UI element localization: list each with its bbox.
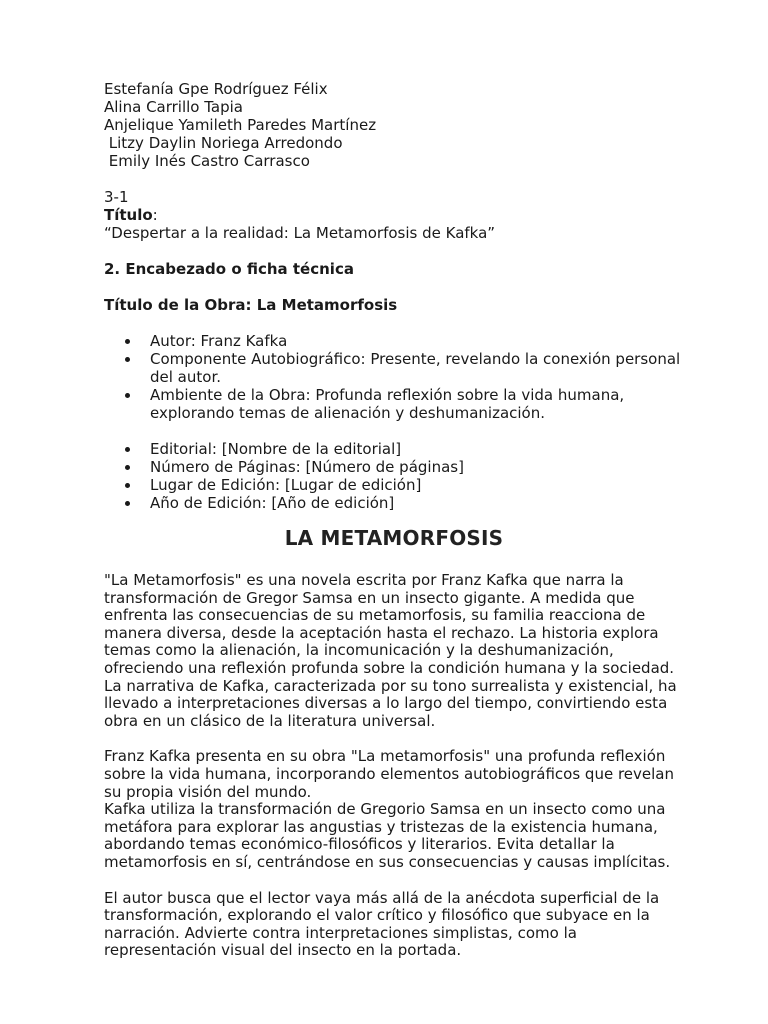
- bullet-icon: [125, 501, 130, 506]
- bullet-icon: [125, 339, 130, 344]
- paragraph-metaphor: Kafka utiliza la transformación de Gregorio Samsa en un insecto como una metáfora para explorar las angustias y tristezas de la existencia humana, abordando temas económico-filosóficos y literarios. Evita detallar la metamorfosis en sí, centrándose en sus consecuencias y causas implícitas.: [104, 800, 671, 871]
- bullet-icon: [125, 393, 130, 398]
- paragraph-reflection: Franz Kafka presenta en su obra "La metamorfosis" una profunda reflexión sobre la vida humana, incorporando elementos autobiográficos que revelan su propia visión del mundo.: [104, 747, 674, 801]
- author-name: Anjelique Yamileth Paredes Martínez: [104, 116, 377, 134]
- author-list: [104, 80, 684, 170]
- bullet-icon: [125, 465, 130, 470]
- list-item-text: Ambiente de la Obra: Profunda reflexión sobre la vida humana, explorando temas de alienación y deshumanización.: [150, 386, 625, 422]
- group-label: 3-1: [104, 188, 129, 206]
- list-item-text: Editorial: [Nombre de la editorial]: [150, 440, 402, 458]
- list-item: [150, 386, 684, 422]
- list-item-text: Autor: Franz Kafka: [150, 332, 288, 350]
- list-item: [150, 332, 684, 350]
- author-name: Estefanía Gpe Rodríguez Félix: [104, 80, 328, 98]
- list-item-text: Año de Edición: [Año de edición]: [150, 494, 395, 512]
- paragraph-author-intent: El autor busca que el lector vaya más allá de la anécdota superficial de la transformación, explorando el valor crítico y filosófico que subyace en la narración. Advierte contra interpretaciones simplistas, como la representación visual del insecto en la portada.: [104, 888, 660, 960]
- list-item: [150, 440, 684, 458]
- list-item: [150, 458, 684, 476]
- bullet-list-edition: [104, 440, 684, 512]
- title-value: “Despertar a la realidad: La Metamorfosis de Kafka”: [104, 224, 496, 242]
- section-heading: 2. Encabezado o ficha técnica: [104, 260, 354, 278]
- document-page: [104, 80, 684, 960]
- title-colon: :: [152, 206, 158, 224]
- list-item: [150, 494, 684, 512]
- bullet-icon: [125, 357, 130, 362]
- paragraph-summary: "La Metamorfosis" es una novela escrita por Franz Kafka que narra la transformación de Gregor Samsa en un insecto gigante. A medida que enfrenta las consecuencias de su metamorfosis, su familia reacciona de manera diversa, desde la aceptación hasta el rechazo. La historia explora temas como la alienación, la incomunicación y la deshumanización, ofreciendo una reflexión profunda sobre la condición humana y la sociedad. La narrativa de Kafka, caracterizada por su tono surrealista y existencial, ha llevado a interpretaciones diversas a lo largo del tiempo, convirtiendo esta obra en un clásico de la literatura universal.: [104, 571, 677, 730]
- author-name: Litzy Daylin Noriega Arredondo: [104, 134, 343, 152]
- list-item-text: Lugar de Edición: [Lugar de edición]: [150, 476, 422, 494]
- list-item: [150, 476, 684, 494]
- list-item-text: Componente Autobiográfico: Presente, revelando la conexión personal del autor.: [150, 350, 681, 386]
- list-item: [150, 350, 684, 386]
- author-name: Alina Carrillo Tapia: [104, 98, 243, 116]
- main-heading: LA METAMORFOSIS: [284, 526, 504, 550]
- title-label: Título: [104, 206, 153, 224]
- author-name: Emily Inés Castro Carrasco: [104, 152, 310, 170]
- bullet-icon: [125, 483, 130, 488]
- title-line: [104, 206, 684, 224]
- bullet-list-general: [104, 332, 684, 422]
- bullet-icon: [125, 447, 130, 452]
- list-item-text: Número de Páginas: [Número de páginas]: [150, 458, 464, 476]
- work-title: Título de la Obra: La Metamorfosis: [104, 296, 398, 314]
